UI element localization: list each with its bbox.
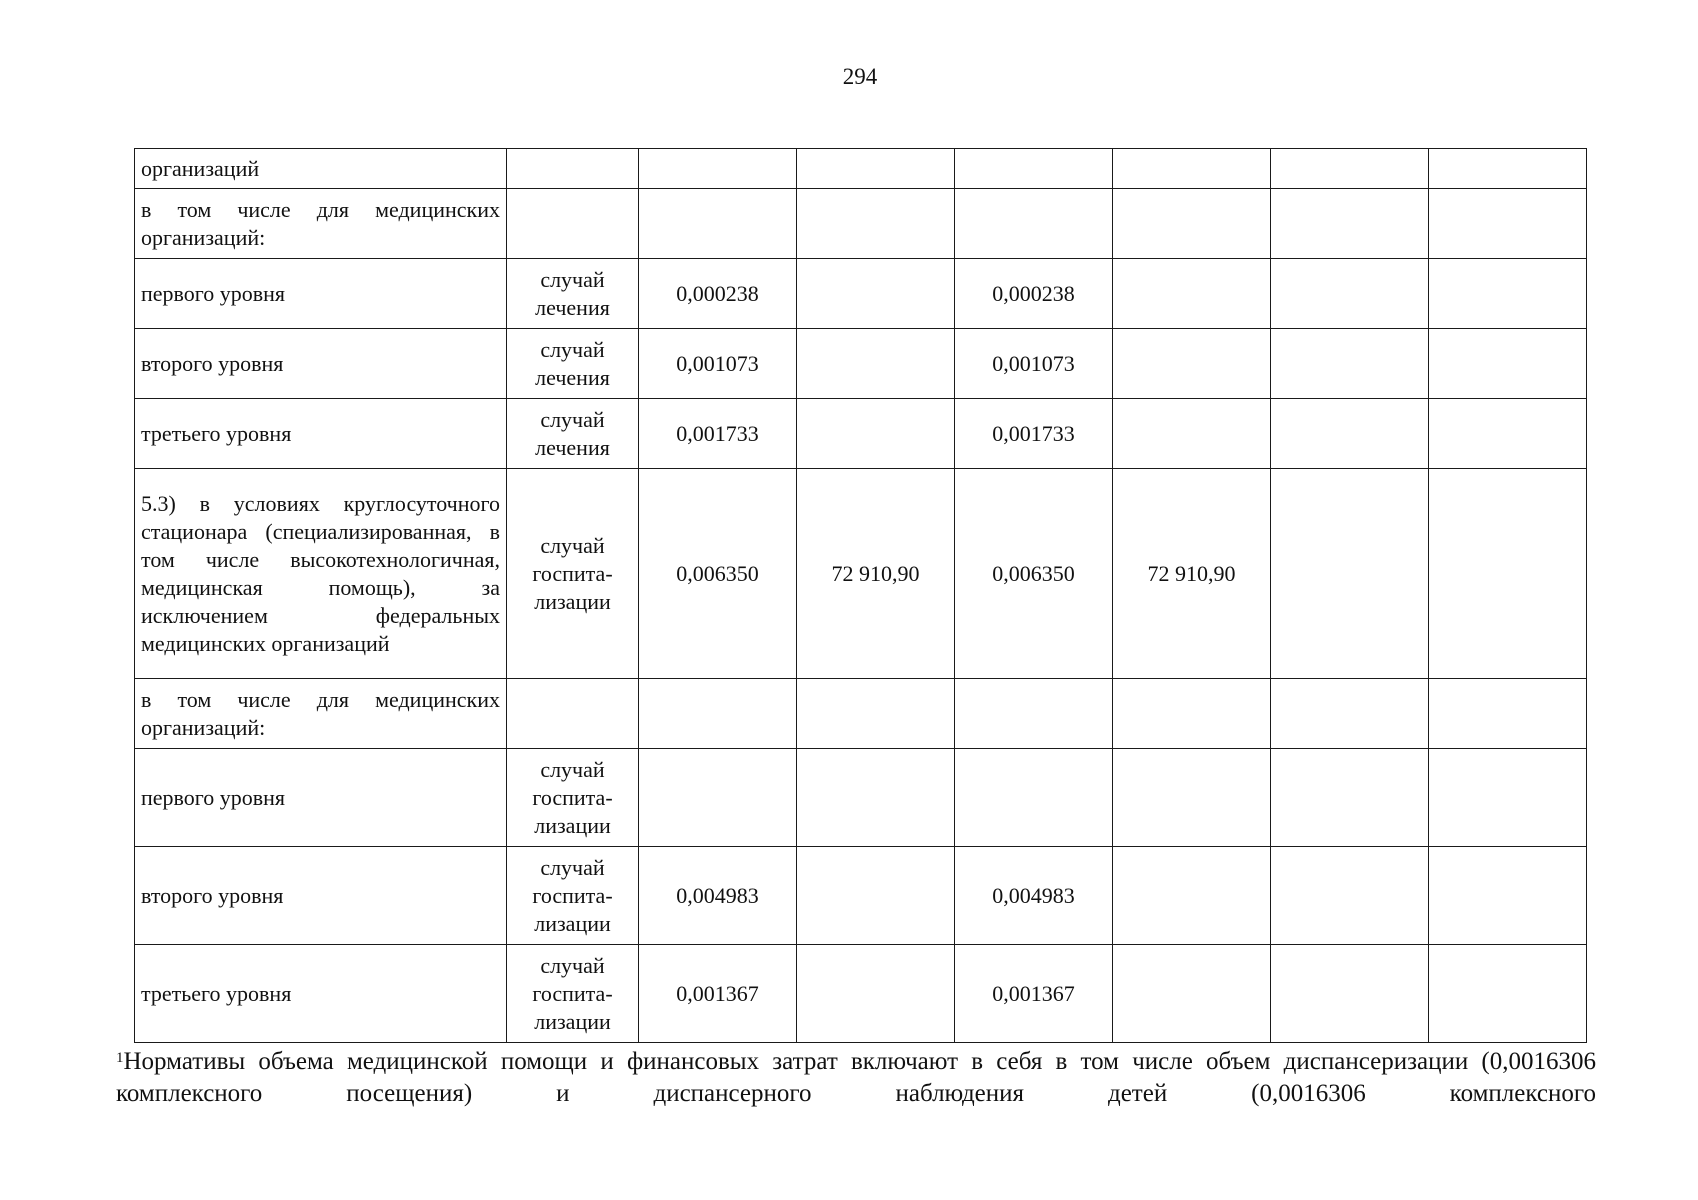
value-cell (1271, 469, 1429, 679)
unit-cell: случай лечения (507, 399, 639, 469)
value-cell (955, 679, 1113, 749)
table-row (135, 469, 1587, 679)
value-cell (1271, 259, 1429, 329)
table-row (135, 329, 1587, 399)
value-cell (1271, 679, 1429, 749)
value-cell: 0,001367 (639, 945, 797, 1043)
footnote-text: Нормативы объема медицинской помощи и финансовых затрат включают в себя в том числе объем диспансеризации (0,0016306 комплексного посещения) и диспансерного наблюдения детей (0,0016306 комплексного (116, 1048, 1596, 1107)
value-cell (1429, 189, 1587, 259)
value-cell (1429, 679, 1587, 749)
row-name-cell: второго уровня (135, 847, 507, 945)
value-cell (797, 399, 955, 469)
value-cell: 0,000238 (955, 259, 1113, 329)
value-cell (1429, 149, 1587, 189)
footnote (116, 1046, 1596, 1110)
row-name-cell: 5.3) в условиях круглосуточного стационара (специализированная, в том числе высокотехнологичная, медицинская помощь), за исключением федеральных медицинских организаций (135, 469, 507, 679)
value-cell (1113, 847, 1271, 945)
value-cell (955, 749, 1113, 847)
value-cell: 72 910,90 (1113, 469, 1271, 679)
value-cell (1429, 749, 1587, 847)
value-cell (1271, 329, 1429, 399)
value-cell (1429, 847, 1587, 945)
footnote-marker: 1 (116, 1050, 124, 1066)
row-name-cell: в том числе для медицинских организаций: (135, 189, 507, 259)
table-row (135, 679, 1587, 749)
value-cell (797, 847, 955, 945)
value-cell (639, 149, 797, 189)
page-number: 294 (842, 64, 878, 89)
value-cell: 0,006350 (639, 469, 797, 679)
value-cell (1429, 469, 1587, 679)
value-cell (1113, 259, 1271, 329)
value-cell: 0,001733 (639, 399, 797, 469)
table-row (135, 749, 1587, 847)
value-cell (639, 679, 797, 749)
value-cell: 0,004983 (955, 847, 1113, 945)
row-name-cell: третьего уровня (135, 399, 507, 469)
value-cell: 0,000238 (639, 259, 797, 329)
row-name-cell: второго уровня (135, 329, 507, 399)
value-cell (797, 749, 955, 847)
value-cell (1271, 149, 1429, 189)
unit-cell: случай госпита-лизации (507, 847, 639, 945)
value-cell: 0,001073 (955, 329, 1113, 399)
value-cell: 0,006350 (955, 469, 1113, 679)
value-cell: 0,004983 (639, 847, 797, 945)
row-name-cell: первого уровня (135, 259, 507, 329)
unit-cell: случай лечения (507, 329, 639, 399)
unit-cell (507, 149, 639, 189)
table-row (135, 189, 1587, 259)
table-body (135, 149, 1587, 1043)
value-cell (797, 329, 955, 399)
value-cell: 0,001733 (955, 399, 1113, 469)
value-cell (1271, 847, 1429, 945)
value-cell (1113, 945, 1271, 1043)
unit-cell (507, 679, 639, 749)
value-cell (797, 945, 955, 1043)
unit-cell: случай госпита-лизации (507, 469, 639, 679)
value-cell: 72 910,90 (797, 469, 955, 679)
value-cell (1429, 329, 1587, 399)
row-name-cell: первого уровня (135, 749, 507, 847)
value-cell (797, 149, 955, 189)
value-cell (955, 149, 1113, 189)
value-cell (955, 189, 1113, 259)
value-cell (1429, 399, 1587, 469)
value-cell (1113, 329, 1271, 399)
table-row (135, 399, 1587, 469)
table-row (135, 259, 1587, 329)
value-cell (1271, 189, 1429, 259)
value-cell (1113, 399, 1271, 469)
unit-cell: случай госпита-лизации (507, 749, 639, 847)
value-cell (1113, 749, 1271, 847)
value-cell (1113, 149, 1271, 189)
value-cell (1271, 749, 1429, 847)
value-cell (639, 749, 797, 847)
value-cell (1113, 189, 1271, 259)
table-row (135, 847, 1587, 945)
value-cell (1271, 945, 1429, 1043)
value-cell (797, 259, 955, 329)
value-cell (639, 189, 797, 259)
unit-cell: случай лечения (507, 259, 639, 329)
value-cell (1429, 945, 1587, 1043)
row-name-cell: третьего уровня (135, 945, 507, 1043)
value-cell (797, 679, 955, 749)
value-cell (1271, 399, 1429, 469)
value-cell: 0,001367 (955, 945, 1113, 1043)
value-cell (1113, 679, 1271, 749)
value-cell (1429, 259, 1587, 329)
unit-cell (507, 189, 639, 259)
unit-cell: случай госпита-лизации (507, 945, 639, 1043)
table-row (135, 945, 1587, 1043)
value-cell (797, 189, 955, 259)
value-cell: 0,001073 (639, 329, 797, 399)
norms-table (134, 148, 1587, 1043)
table-row (135, 149, 1587, 189)
row-name-cell: организаций (135, 149, 507, 189)
row-name-cell: в том числе для медицинских организаций: (135, 679, 507, 749)
